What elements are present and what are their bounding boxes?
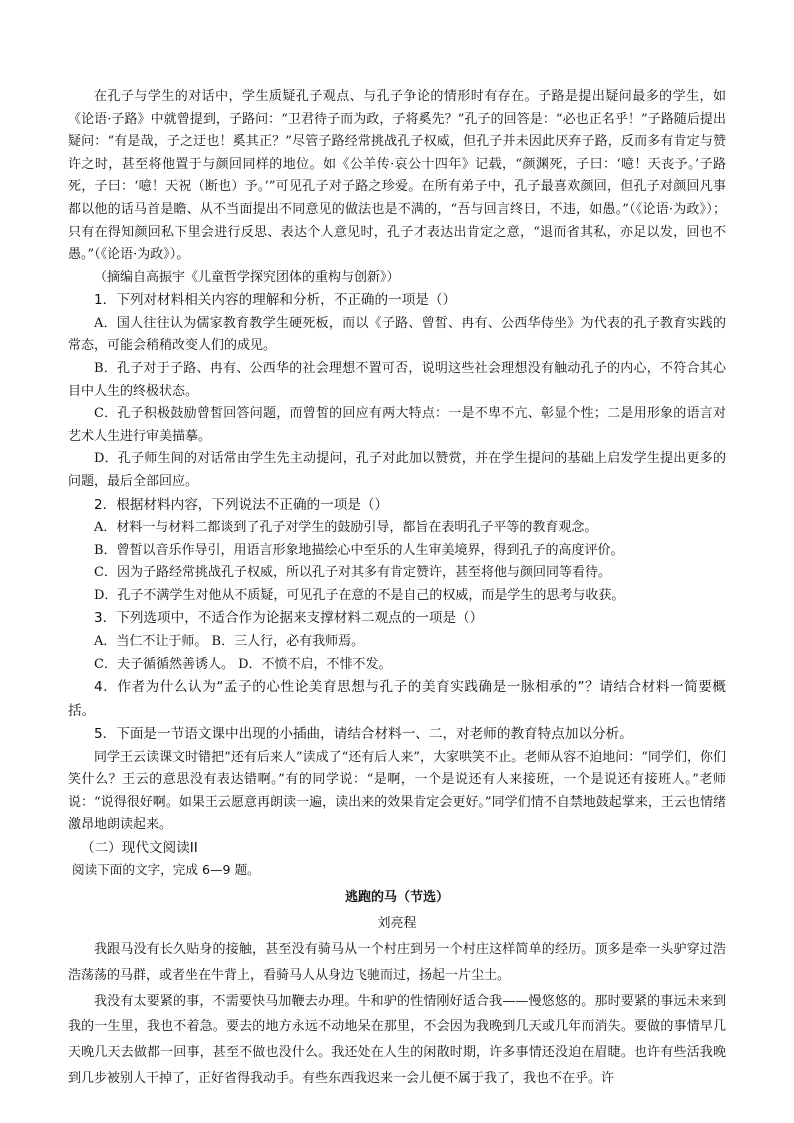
question-1-option-a: A．国人往往认为儒家教育教学生硬死板，而以《子路、曾皙、冉有、公西华侍坐》为代表的孔子教育实践的常态，可能会稍稍改变人们的成见。 xyxy=(68,315,726,354)
question-2-option-d: D．孔子不满学生对他从不质疑，可见孔子在意的不是自己的权威，而是学生的思考与收获。 xyxy=(94,587,625,603)
question-4-stem: 4．作者为什么认为“孟子的心性论美育思想与孔子的美育实践确是一脉相承的”？请结合材料一简要概括。 xyxy=(68,679,726,719)
question-5-stem: 5．下面是一节语文课中出现的小插曲，请结合材料一、二，对老师的教育特点加以分析。 xyxy=(94,726,633,743)
material-paragraph: 在孔子与学生的对话中，学生质疑孔子观点、与孔子争论的情形时有存在。子路是提出疑问最多的学生，如《论语·子路》中就曾提到，子路问：“卫君待子而为政，子将奚先？”孔子的回答是：“必也正名乎！”子路随后提出疑问：“有是哉，子之迂也！奚其正？”尽管子路经常挑战孔子权威，但孔子并未因此厌弃子路，反而多有肯定与赞许之时，甚至将他置于与颜回同样的地位。如《公羊传·哀公十四年》记载，“颜渊死，子曰：‘噫！天丧予。’子路死，子曰：‘噫！天祝（断也）予。’”可见孔子对子路之珍爱。在所有弟子中，孔子最喜欢颜回，但孔子对颜回凡事都以他的话马首是瞻、从不当面提出不同意见的做法也是不满的，“吾与回言终日，不违，如愚。”（《论语·为政》）；只有在得知颜回私下里会进行反思、表达个人意见时，孔子才表达出肯定之意，“退而省其私，亦足以发，回也不愚。”（《论语·为政》）。 xyxy=(68,89,726,263)
story-paragraph: 我跟马没有长久贴身的接触，甚至没有骑马从一个村庄到另一个村庄这样简单的经历。顶多是牵一头驴穿过浩浩荡荡的马群，或者坐在牛背上，看骑马人从身边飞驰而过，扬起一片尘土。 xyxy=(68,942,726,983)
question-2-stem: 2．根据材料内容，下列说法不正确的一项是（） xyxy=(94,496,389,513)
question-2-option-a: A．材料一与材料二都谈到了孔子对学生的鼓励引导，都旨在表明孔子平等的教育观念。 xyxy=(94,520,598,536)
question-1-option-b: B．孔子对于子路、冉有、公西华的社会理想不置可否，说明这些社会理想没有触动孔子的内心，不符合其心目中人生的终极状态。 xyxy=(68,361,726,399)
section-heading: （二）现代文阅读II xyxy=(81,840,198,857)
question-1-option-c: C．孔子积极鼓励曾皙回答问题，而曾皙的回应有两大特点：一是不卑不亢、彰显个性；二是用形象的语言对艺术人生进行审美描摹。 xyxy=(68,406,726,444)
question-3-options-cd: C．夫子循循然善诱人。 D．不愤不启，不悱不发。 xyxy=(94,656,392,672)
question-1-option-d: D．孔子师生间的对话常由学生先主动提问，孔子对此加以赞赏，并在学生提问的基础上启发学生提出更多的问题，最后全部回应。 xyxy=(68,451,726,489)
story-title: 逃跑的马（节选） xyxy=(344,890,449,906)
story-paragraph: 我没有太要紧的事，不需要快马加鞭去办理。牛和驴的性情刚好适合我——慢悠悠的。那时要紧的事远未来到我的一生里，我也不着急。要去的地方永远不动地呆在那里，不会因为我晚到几天或几年而消失。要做的事情早几天晚几天去做都一回事，甚至不做也没什么。我还处在人生的闲散时期，许多事情还没迫在眉睫。也许有些活我晚到几步被别人干掉了，正好省得我动手。有些东西我迟来一会儿便不属于我了，我也不在乎。许 xyxy=(68,993,726,1087)
question-3-options-ab: A．当仁不让于师。 B．三人行，必有我师焉。 xyxy=(94,633,365,649)
story-author: 刘亮程 xyxy=(377,916,417,932)
question-3-stem: 3．下列选项中，不适合作为论据来支撑材料二观点的一项是（） xyxy=(94,610,484,627)
material-source: （摘编自高振宇《儿童哲学探究团体的重构与创新》） xyxy=(94,269,400,285)
question-2-option-c: C．因为子路经常挑战孔子权威，所以孔子对其多有肯定赞许，甚至将他与颜回同等看待。 xyxy=(94,565,611,581)
question-5-scene: 同学王云读课文时错把“还有后来人”读成了“还有后人来”，大家哄笑不止。老师从容不迫地问：“同学们，你们笑什么？王云的意思没有表达错啊。”有的同学说：“是啊，一个是说还有人来接班，一个是说还有接班人。”老师说：“说得很好啊。如果王云愿意再朗读一遍，读出来的效果肯定会更好。”同学们情不自禁地鼓起掌来，王云也情绪激昂地朗读起来。 xyxy=(68,749,726,833)
question-1-stem: 1．下列对材料相关内容的理解和分析，不正确的一项是（） xyxy=(94,292,457,309)
question-2-option-b: B．曾皙以音乐作导引，用语言形象地描绘心中至乐的人生审美境界，得到孔子的高度评价。 xyxy=(94,542,624,558)
reading-instruction: 阅读下面的文字，完成 6—9 题。 xyxy=(72,862,260,878)
